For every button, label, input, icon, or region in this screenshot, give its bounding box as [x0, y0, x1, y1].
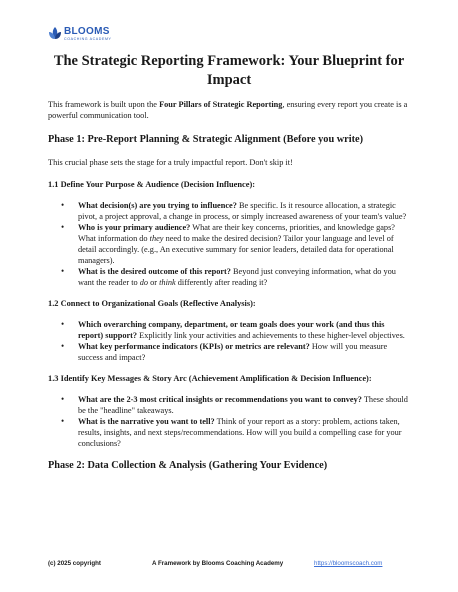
phase2-heading: Phase 2: Data Collection & Analysis (Gathering Your Evidence)	[48, 460, 328, 471]
logo-subtitle: COACHING ACADEMY	[64, 36, 112, 41]
document-body	[48, 99, 410, 483]
section-1-1-heading: 1.1 Define Your Purpose & Audience (Decision Influence):	[48, 180, 256, 189]
section-1-2-list	[48, 319, 410, 363]
section-1-3-list	[48, 394, 410, 449]
flower-icon	[48, 26, 62, 42]
list-item: • What is the desired outcome of this report? Beyond just conveying information, what do you want the reader to do or think differently after reading it?	[48, 266, 410, 288]
footer-website-link[interactable]: https://bloomscoach.com	[314, 560, 383, 567]
footer-copyright: (c) 2025 copyright	[48, 560, 101, 567]
list-item: • What are the 2-3 most critical insights or recommendations you want to convey? These should be the "headline" takeaways.	[48, 394, 410, 416]
list-item: • Who is your primary audience? What are their key concerns, priorities, and knowledge gaps? What information do they need to make the desired decision? Tailor your language and level of detail accordingly. (e.g., An executive summary for senior leaders, detailed data for operational managers).	[48, 222, 410, 266]
phase1-heading: Phase 1: Pre-Report Planning & Strategic Alignment (Before you write)	[48, 134, 364, 145]
list-item: • What key performance indicators (KPIs) or metrics are relevant? How will you measure success and impact?	[48, 341, 410, 363]
brand-logo	[48, 26, 112, 42]
logo-name: BLOOMS	[64, 25, 110, 37]
phase1-lead: This crucial phase sets the stage for a truly impactful report. Don't skip it!	[48, 158, 293, 167]
list-item: • Which overarching company, department, or team goals does your work (and thus this report) support? Explicitly link your activities and achievements to these higher-level objectives.	[48, 319, 410, 341]
section-1-1-list	[48, 200, 410, 288]
intro-paragraph: This framework is built upon the Four Pillars of Strategic Reporting, ensuring every report you create is a powerful communication tool.	[48, 100, 408, 120]
section-1-3-heading: 1.3 Identify Key Messages & Story Arc (Achievement Amplification & Decision Influence):	[48, 374, 372, 383]
section-1-2-heading: 1.2 Connect to Organizational Goals (Reflective Analysis):	[48, 299, 256, 308]
list-item: • What is the narrative you want to tell? Think of your report as a story: problem, actions taken, results, insights, and next steps/recommendations. How will you build a compelling case for your conclusions?	[48, 416, 410, 449]
footer-attribution: A Framework by Blooms Coaching Academy	[152, 560, 284, 567]
document-title: The Strategic Reporting Framework: Your Blueprint for Impact	[53, 53, 405, 88]
intro-emphasis: Four Pillars of Strategic Reporting	[159, 100, 283, 109]
list-item: • What decision(s) are you trying to influence? Be specific. Is it resource allocation, a strategic pivot, a project approval, a change in process, or simply increased awareness of your team's value?	[48, 200, 410, 222]
